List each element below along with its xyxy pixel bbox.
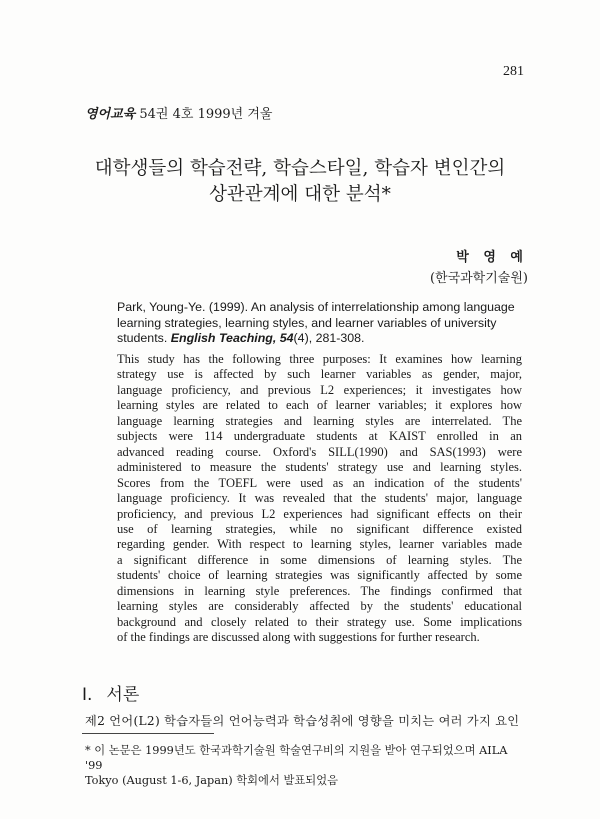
- abstract-line: learning styles are considerably affected by the students' educational: [117, 599, 522, 614]
- citation-pages: (4), 281-308.: [293, 331, 365, 346]
- journal-name: 영어교육: [85, 107, 136, 122]
- citation: [117, 300, 522, 347]
- footnote: [85, 743, 525, 788]
- footnote-line-2: Tokyo (August 1-6, Japan) 학회에서 발표되었음: [85, 774, 339, 787]
- abstract-line: learning styles are related to each of learner variables; it explores how: [117, 398, 522, 413]
- abstract-line: proficiency, and previous L2 experiences had significant effects on their: [117, 506, 522, 521]
- citation-journal: English Teaching, 54: [170, 331, 294, 346]
- section-number: I.: [82, 685, 93, 705]
- section-heading: [82, 680, 139, 705]
- body-text: 제2 언어(L2) 학습자들의 언어능력과 학습성취에 영향을 미치는 여러 가지 요인: [85, 714, 520, 728]
- abstract-line: language proficiency, and previous L2 experiences; it investigates how: [117, 382, 522, 397]
- abstract: [117, 352, 522, 646]
- citation-text: Park, Young-Ye. (1999). An analysis of interrelationship among language learning strategies, learning styles, and learner variables of university students.: [117, 300, 515, 346]
- paper-title-line-2: 상관관계에 대한 분석*: [209, 184, 391, 205]
- abstract-line: regarding gender. With respect to learning styles, learner variables made: [117, 537, 522, 552]
- abstract-line: language learning strategies and learning styles are interrelated. The: [117, 413, 522, 428]
- abstract-line: of the findings are discussed along with suggestions for further research.: [117, 630, 480, 645]
- abstract-line: subjects were 114 undergraduate students at KAIST enrolled in an: [117, 429, 522, 444]
- abstract-line: students' choice of learning strategies was significantly affected by some: [117, 568, 522, 583]
- abstract-line: dimensions in learning style preferences. The findings confirmed that: [117, 583, 522, 598]
- abstract-line: language proficiency. It was revealed that the students' major, language: [117, 491, 522, 506]
- abstract-line: background and closely related to their strategy use. Some implications: [117, 614, 522, 629]
- abstract-line: a significant difference in some dimensions of learning styles. The: [117, 552, 522, 567]
- abstract-line: administered to measure the students' strategy use and learning styles.: [117, 460, 522, 475]
- footnote-divider: [82, 733, 214, 734]
- journal-info: [85, 103, 272, 122]
- abstract-line: strategy use is affected by such learner variables as gender, major,: [117, 367, 522, 382]
- paper-title-line-1: 대학생들의 학습전략, 학습스타일, 학습자 변인간의: [94, 158, 506, 179]
- section-title: 서론: [106, 685, 140, 705]
- author-affiliation: (한국과학기술원): [429, 271, 528, 286]
- abstract-line: use of learning strategies, while no significant difference existed: [117, 521, 522, 536]
- page-number: 281: [503, 64, 524, 79]
- abstract-line: advanced reading course. Oxford's SILL(1990) and SAS(1993) were: [117, 444, 522, 459]
- footnote-line-1: * 이 논문은 1999년도 한국과학기술원 학술연구비의 지원을 받아 연구되었으며 AILA '99: [85, 744, 508, 772]
- author-name: 박 영 예: [456, 250, 528, 265]
- abstract-line: This study has the following three purposes: It examines how learning: [117, 352, 522, 366]
- issue-info: 54권 4호 1999년 겨울: [139, 107, 273, 122]
- abstract-line: Scores from the TOEFL were used as an indication of the students': [117, 475, 522, 490]
